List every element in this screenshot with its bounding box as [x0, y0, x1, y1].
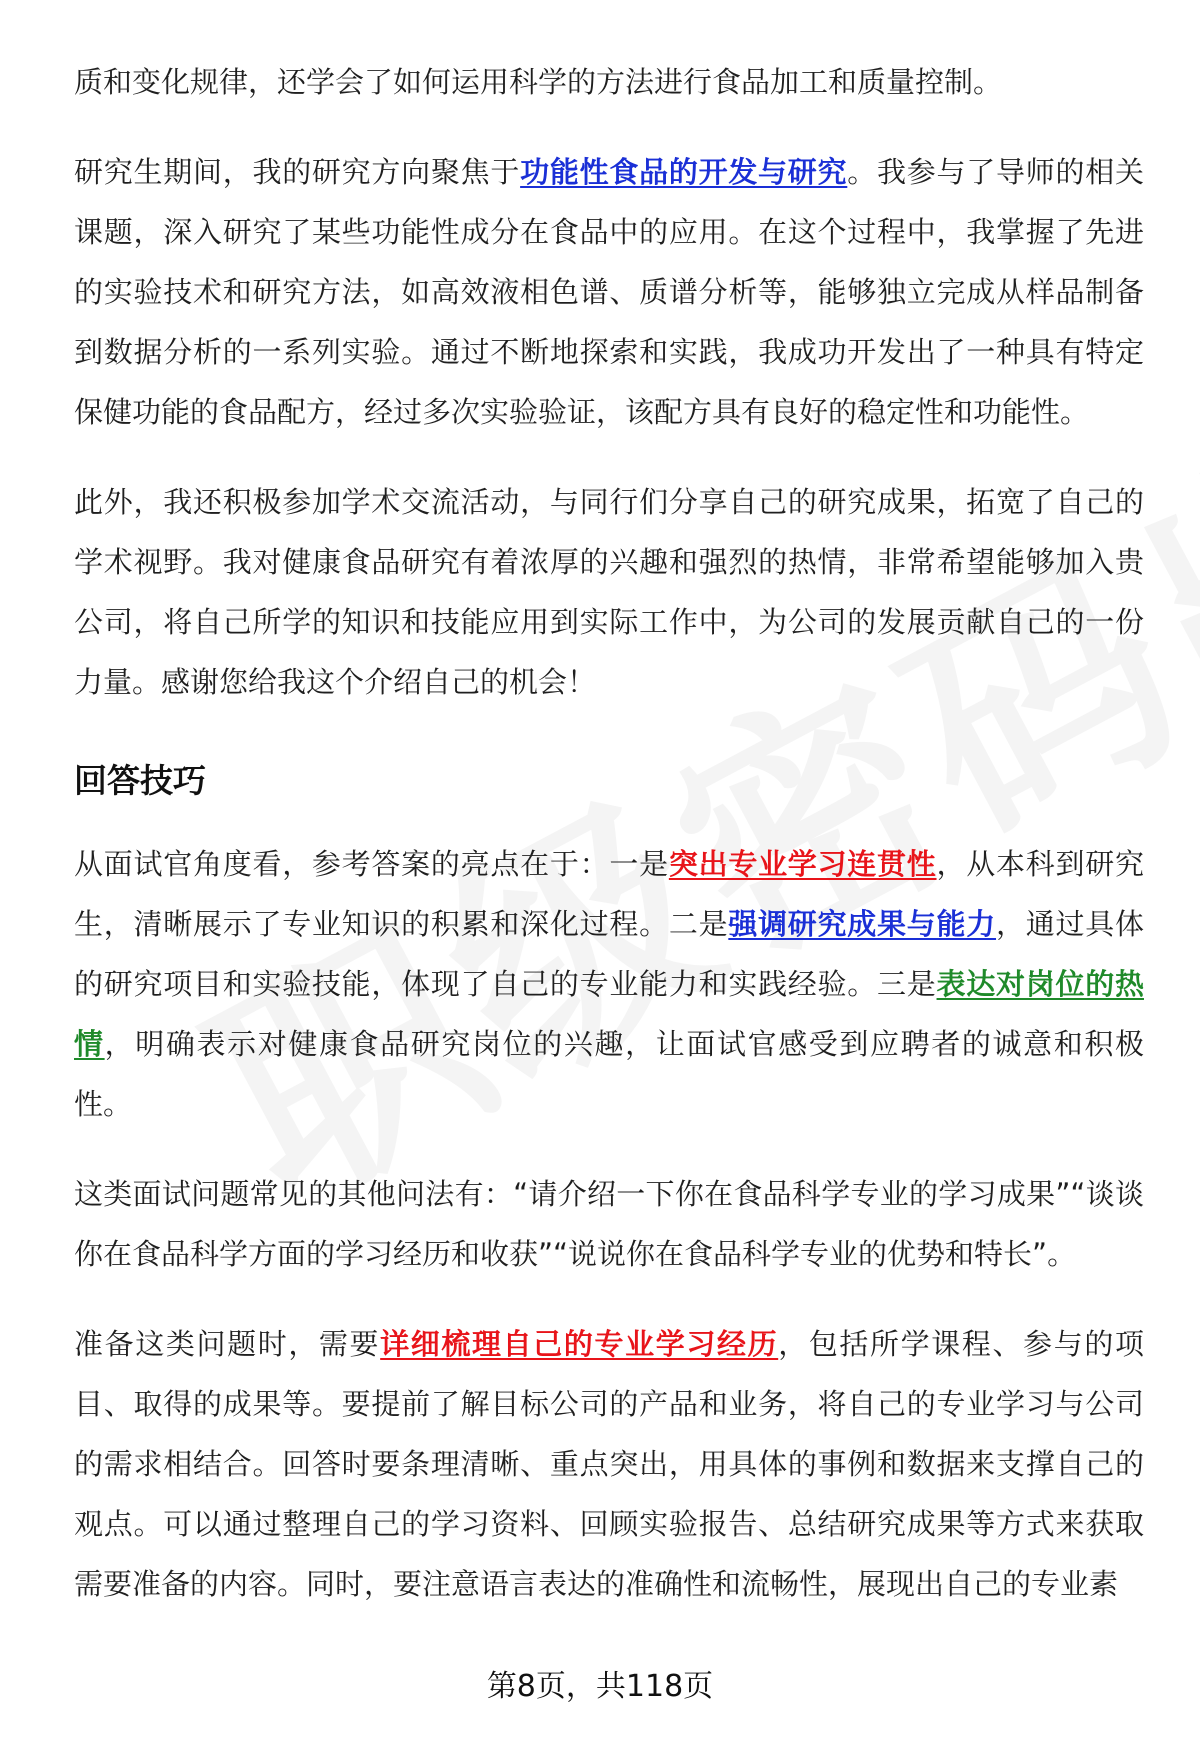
paragraph-1: 质和变化规律，还学会了如何运用科学的方法进行食品加工和质量控制。: [74, 65, 1003, 99]
paragraph-2: [74, 142, 1144, 442]
highlight-continuity: 突出专业学习连贯性: [668, 847, 937, 881]
document-body: [74, 52, 1144, 1614]
paragraph-4-text-4: ，明确表示对健康食品研究岗位的兴趣，让面试官感受到应聘者的诚意和积极性。: [74, 1027, 1144, 1121]
paragraph-3: 此外，我还积极参加学术交流活动，与同行们分享自己的研究成果，拓宽了自己的学术视野。我对健康食品研究有着浓厚的兴趣和强烈的热情，非常希望能够加入贵公司，将自己所学的知识和技能应用到实际工作中，为公司的发展贡献自己的一份力量。感谢您给我这个介绍自己的机会！: [74, 485, 1144, 699]
paragraph-4-text-1: 从面试官角度看，参考答案的亮点在于：一是: [74, 847, 669, 881]
page-footer: 第8页，共118页: [486, 1669, 714, 1704]
section-heading: 回答技巧: [74, 761, 206, 800]
paragraph-6-post: ，包括所学课程、参与的项目、取得的成果等。要提前了解目标公司的产品和业务，将自己的专业学习与公司的需求相结合。回答时要条理清晰、重点突出，用具体的事例和数据来支撑自己的观点。可以通过整理自己的学习资料、回顾实验报告、总结研究成果等方式来获取需要准备的内容。同时，要注意语言表达的准确性和流畅性，展现出自己的专业素: [74, 1327, 1144, 1601]
paragraph-4-text-2: ，从本科到研究生，清晰展示了专业知识的积累和深化过程。二是: [74, 847, 1144, 941]
paragraph-6: [74, 1314, 1144, 1614]
highlight-functional-food: 功能性食品的开发与研究: [520, 155, 848, 189]
paragraph-2-post: 。我参与了导师的相关课题，深入研究了某些功能性成分在食品中的应用。在这个过程中，我掌握了先进的实验技术和研究方法，如高效液相色谱、质谱分析等，能够独立完成从样品制备到数据分析的一系列实验。通过不断地探索和实践，我成功开发出了一种具有特定保健功能的食品配方，经过多次实验验证，该配方具有良好的稳定性和功能性。: [74, 155, 1144, 429]
paragraph-4-text-3: ，通过具体的研究项目和实验技能，体现了自己的专业能力和实践经验。三是: [74, 907, 1144, 1001]
paragraph-6-pre: 准备这类问题时，需要: [74, 1327, 381, 1361]
highlight-research-results: 强调研究成果与能力: [728, 907, 997, 941]
paragraph-4: [74, 834, 1144, 1134]
highlight-study-experience: 详细梳理自己的专业学习经历: [380, 1327, 779, 1361]
highlight-passion: 表达对岗位的热情: [74, 967, 1144, 1061]
paragraph-2-pre: 研究生期间，我的研究方向聚焦于: [74, 155, 521, 189]
paragraph-5: 这类面试问题常见的其他问法有：“请介绍一下你在食品科学专业的学习成果”“谈谈你在食品科学方面的学习经历和收获”“说说你在食品科学专业的优势和特长”。: [74, 1177, 1144, 1271]
